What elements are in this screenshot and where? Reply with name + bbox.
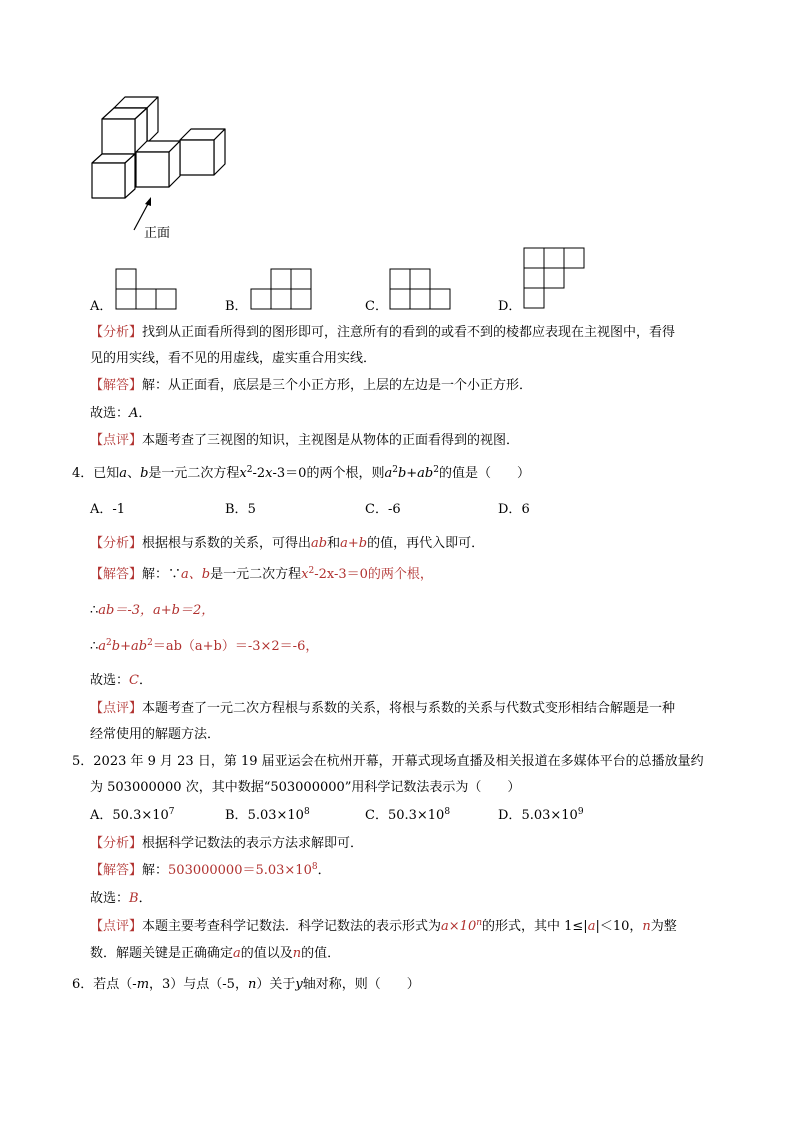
analysis-tag: 【分析】 <box>90 325 143 340</box>
q4-answer: 【解答】解：∵a、b是一元二次方程$x^2-2x-3=0$的两个根， <box>90 566 433 582</box>
q5-comment-1: 【点评】本题主要考查科学记数法．科学记数法的表示形式为$a\times 10^n$的形式，其中 1≤|a|＜10，n为整 <box>90 918 677 934</box>
option-d-figure <box>523 247 587 311</box>
q5-choice: 故选：B． <box>90 891 152 906</box>
q4-answer-line-2: ∴ab＝-3，a+b＝2， <box>90 603 215 618</box>
q5-option-b: B．$5.03\times 10^8$ <box>225 807 310 823</box>
q5-option-a: A．$50.3\times 10^7$ <box>90 807 175 823</box>
q5-analysis: 【分析】根据科学记数法的表示方法求解即可． <box>90 836 364 851</box>
option-a-label: A． <box>90 299 113 314</box>
q3-choice: 故选：A． <box>90 406 152 421</box>
q4-option-d: D．6 <box>498 502 530 517</box>
q6-stem: 6．若点（-m，3）与点（-5，n）关于y轴对称，则（ ） <box>72 977 420 992</box>
option-c-label: C． <box>365 299 388 314</box>
q4-option-a: A．-1 <box>90 502 126 517</box>
cube-stack-figure <box>88 94 232 238</box>
option-b-label: B． <box>225 299 248 314</box>
q3-comment: 【点评】本题考查了三视图的知识，主视图是从物体的正面看得到的视图． <box>90 433 520 448</box>
q4-choice: 故选：C． <box>90 673 152 688</box>
q4-answer-line-3: $\therefore a^2b+ab^2=ab(a+b)=-3\times 2=-6$， <box>90 638 319 654</box>
q3-analysis-line-2: 见的用实线，看不见的用虚线，虚实重合用实线． <box>90 351 377 366</box>
q5-stem-1: 5．2023 年 9 月 23 日，第 19 届亚运会在杭州开幕，开幕式现场直播及相关报道在多媒体平台的总播放量约 <box>72 754 704 769</box>
option-b-figure <box>250 268 314 311</box>
q5-stem-2: 为 503000000 次，其中数据“503000000”用科学记数法表示为（ ） <box>90 780 521 795</box>
q4-comment-1: 【点评】本题考查了一元二次方程根与系数的关系，将根与系数的关系与代数式变形相结合解题是一种 <box>90 701 676 716</box>
q5-comment-2: 数．解题关键是正确确定a的值以及n的值． <box>90 946 341 961</box>
q4-comment-2: 经常使用的解题方法． <box>90 727 221 742</box>
option-c-figure <box>389 268 453 311</box>
q4-option-b: B．5 <box>225 502 256 517</box>
q3-answer: 【解答】解：从正面看，底层是三个小正方形，上层的左边是一个小正方形． <box>90 378 533 393</box>
q5-option-c: C．$50.3\times 10^8$ <box>365 807 451 823</box>
front-view-label: 正面 <box>144 226 171 241</box>
q3-analysis-line-1: 【分析】找到从正面看所得到的图形即可，注意所有的看到的或看不到的棱都应表现在主视图中，看得 <box>90 325 676 340</box>
q4-stem: 4．已知a、b是一元二次方程$x^2-2x-3=0$的两个根，则$a^2b+ab^2$的值是（ ） <box>72 465 530 481</box>
q4-analysis: 【分析】根据根与系数的关系，可得出ab和a+b的值，再代入即可． <box>90 536 485 551</box>
q5-answer: 【解答】解：$503000000=5.03\times 10^8$． <box>90 862 331 878</box>
q4-option-c: C．-6 <box>365 502 401 517</box>
option-d-label: D． <box>498 299 522 314</box>
q5-option-d: D．$5.03\times 10^9$ <box>498 807 584 823</box>
option-a-figure <box>115 268 179 311</box>
